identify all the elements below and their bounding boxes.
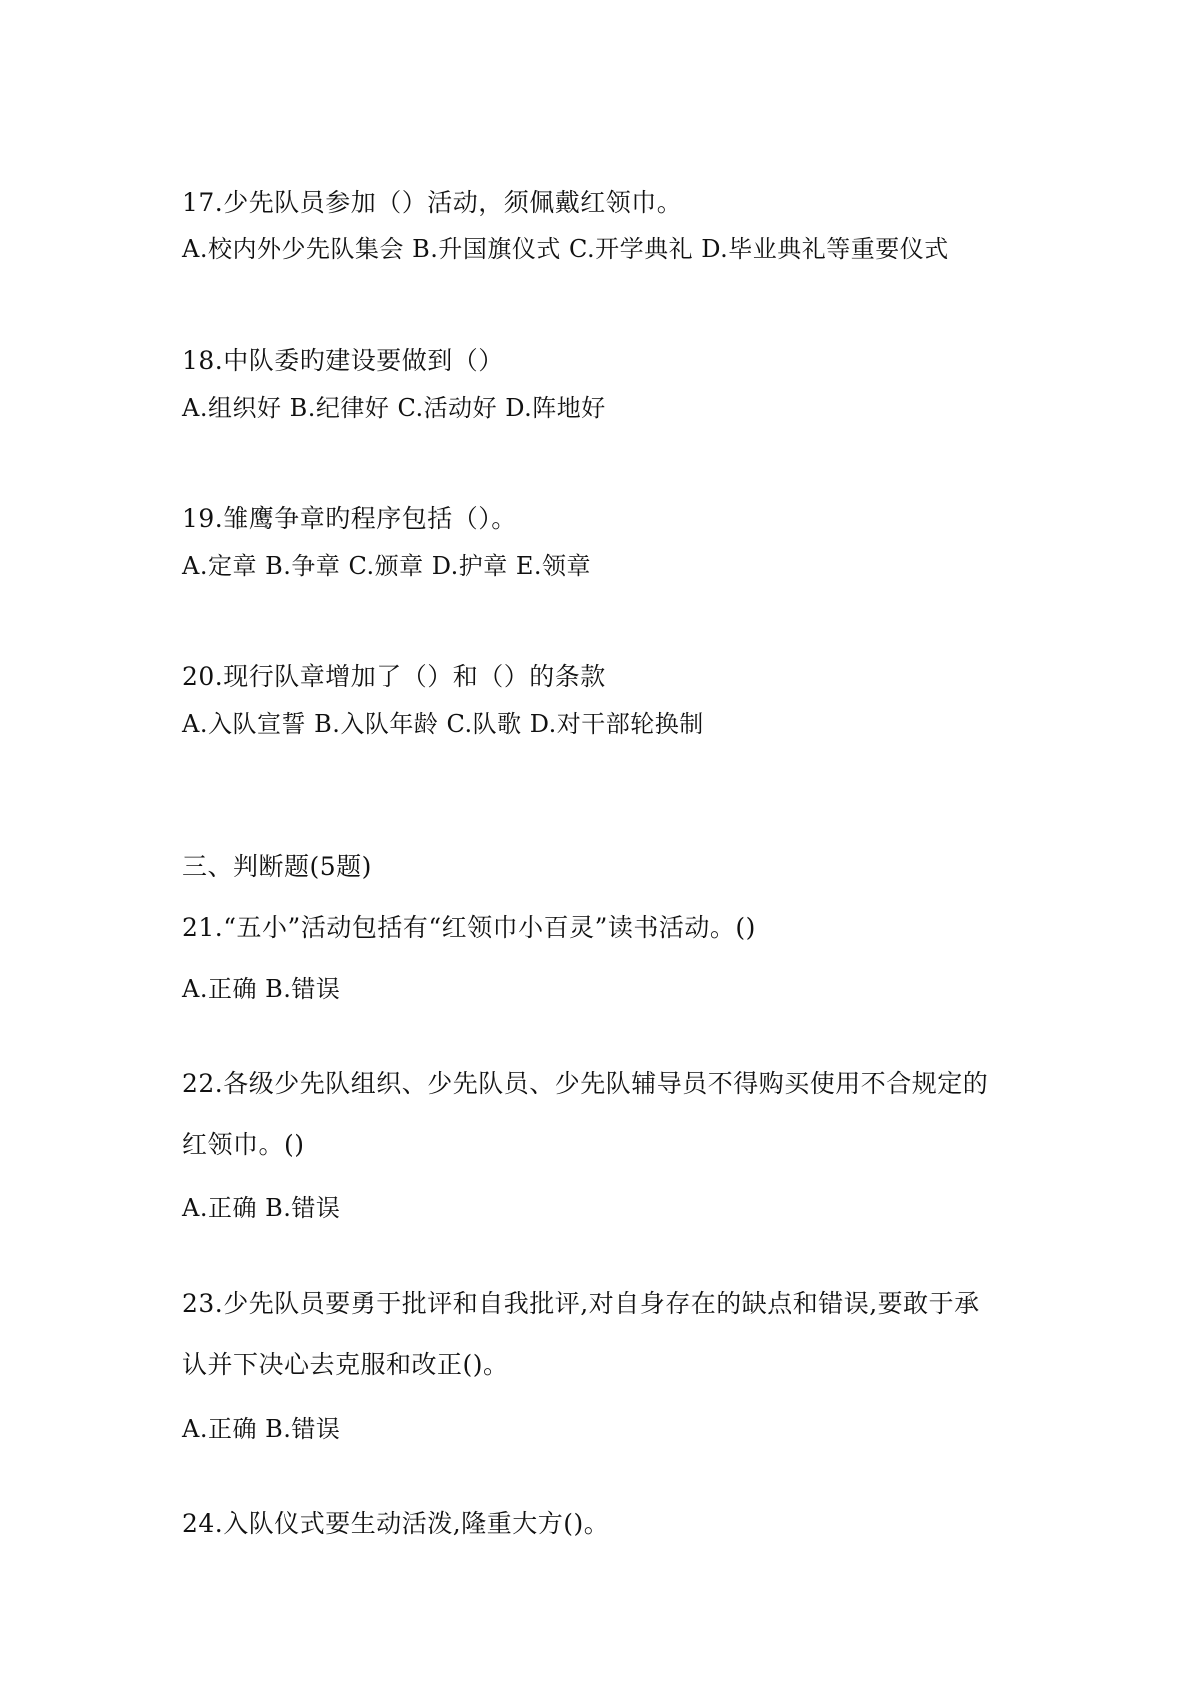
question-22-stem-line-1: 22.各级少先队组织、少先队员、少先队辅导员不得购买使用不合规定的 [182,1069,989,1098]
question-22-options: A.正确 B.错误 [182,1194,341,1222]
question-23-stem-line-2: 认并下决心去克服和改正()。 [182,1350,509,1379]
question-22-stem-line-2: 红领巾。() [182,1130,305,1159]
question-21-stem: 21.“五小”活动包括有“红领巾小百灵”读书活动。() [182,913,756,942]
question-18-stem: 18.中队委旳建设要做到（） [182,346,504,375]
question-19-options: A.定章 B.争章 C.颁章 D.护章 E.领章 [182,552,592,580]
question-20-stem: 20.现行队章增加了（）和（）的条款 [182,662,606,691]
question-24-stem: 24.入队仪式要生动活泼,隆重大方()。 [182,1509,610,1538]
question-23-stem-line-1: 23.少先队员要勇于批评和自我批评,对自身存在的缺点和错误,要敢于承 [182,1289,980,1318]
question-20-options: A.入队宣誓 B.入队年龄 C.队歌 D.对干部轮换制 [182,710,704,738]
question-17-options: A.校内外少先队集会 B.升国旗仪式 C.开学典礼 D.毕业典礼等重要仪式 [182,235,949,263]
question-17-stem: 17.少先队员参加（）活动，须佩戴红领巾。 [182,188,683,217]
section-heading-true-false: 三、判断题(5题) [182,852,372,881]
question-19-stem: 19.雏鹰争章旳程序包括（）。 [182,504,517,533]
question-18-options: A.组织好 B.纪律好 C.活动好 D.阵地好 [182,394,606,422]
question-21-options: A.正确 B.错误 [182,975,341,1003]
question-23-options: A.正确 B.错误 [182,1415,341,1443]
